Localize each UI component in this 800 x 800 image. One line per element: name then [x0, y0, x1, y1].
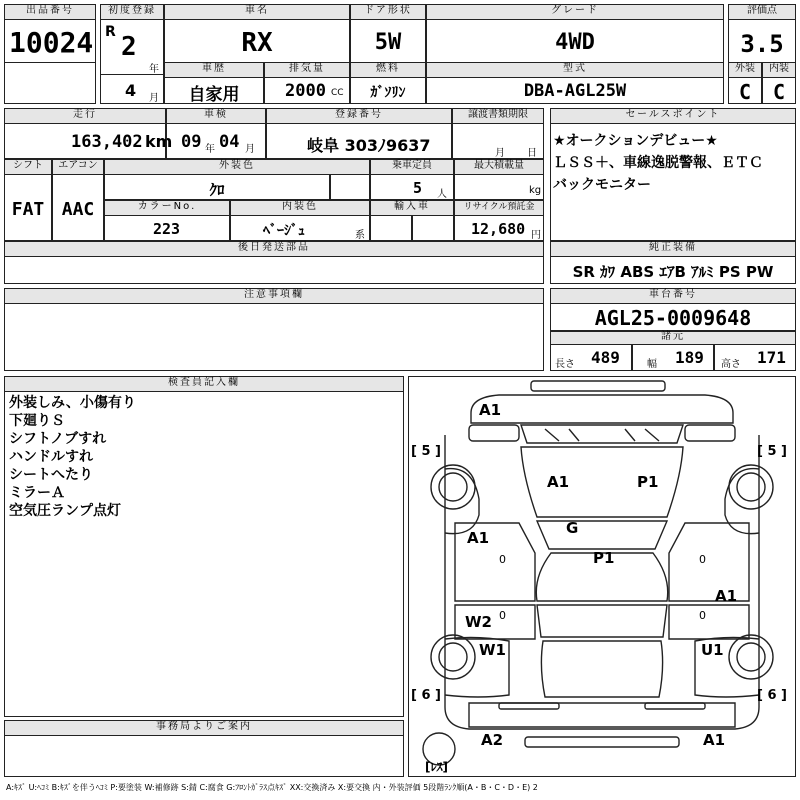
plate-cell: [266, 123, 452, 159]
inspection-cell: [166, 123, 266, 159]
aircon-label: エアコン: [52, 159, 104, 175]
height-value: 171: [757, 348, 786, 367]
first-registration-cell: [100, 19, 164, 75]
exterior-label: 外装: [728, 62, 762, 78]
vehicle-diagram: [408, 376, 796, 777]
mark-rear-fender-left: W1: [479, 641, 506, 659]
month-unit: 月: [149, 93, 159, 104]
height-cell: [714, 344, 796, 371]
fuel-cell: [350, 77, 426, 104]
mileage-unit: km: [145, 132, 173, 151]
mark-hood-left: A1: [547, 473, 570, 491]
registration-month-cell: [100, 74, 164, 104]
car-outline-diagram: [409, 377, 795, 776]
inspector-label: 検査員記入欄: [4, 376, 404, 392]
transfer-deadline-label: 譲渡書類期限: [452, 108, 544, 124]
shift-label: シフト: [4, 159, 52, 175]
door-type-cell: [350, 19, 426, 63]
first-registration-label: 初度登録: [100, 4, 164, 20]
height-label: 高さ: [721, 359, 741, 370]
transfer-deadline-cell: [452, 123, 544, 159]
later-parts-label: 後日発送部品: [4, 241, 544, 257]
mark-rear-bumper-right: A1: [703, 731, 726, 749]
color-no-label: カラーNo.: [104, 200, 230, 216]
transfer-day-unit: 日: [527, 148, 537, 159]
tire-rear-right: [ 6 ]: [757, 688, 787, 703]
grade: 4WD: [555, 30, 595, 55]
plate-number: 岐阜 303ﾉ9637: [307, 136, 431, 155]
chassis-label: 車台番号: [550, 288, 796, 304]
mark-right-mid: 0: [699, 553, 706, 566]
lot-blank-cell: [4, 62, 96, 104]
score-label: 評価点: [728, 4, 796, 20]
sales-point-line: ＬＳＳ＋、車線逸脱警報、ＥＴＣ: [553, 155, 763, 171]
inspection-label: 車検: [166, 108, 266, 124]
capacity-label: 乗車定員: [370, 159, 454, 175]
ext-color-cell: [104, 174, 330, 200]
inspection-year-unit: 年: [205, 144, 215, 155]
history-cell: [164, 77, 264, 104]
chassis-number: AGL25-0009648: [594, 306, 752, 330]
lot-number-cell: [4, 19, 96, 63]
transfer-month-unit: 月: [495, 148, 505, 159]
inspection-month: 04: [219, 132, 240, 152]
dims-label: 諸元: [550, 331, 796, 345]
int-color-label: 内装色: [230, 200, 370, 216]
length-value: 489: [591, 348, 620, 367]
int-color-unit: 系: [355, 230, 365, 241]
mark-left-rear: 0: [499, 609, 506, 622]
ext-color-extra-cell: [330, 174, 370, 200]
mark-left-mid: 0: [499, 553, 506, 566]
plate-label: 登録番号: [266, 108, 452, 124]
era: R: [105, 24, 116, 40]
inspector-note: ハンドルすれ: [9, 449, 93, 465]
office-label: 事務局よりご案内: [4, 720, 404, 736]
interior-grade-cell: [762, 77, 796, 104]
capacity-cell: [370, 174, 454, 200]
ext-color: ｸﾛ: [209, 181, 225, 199]
mark-front-bumper: A1: [479, 401, 502, 419]
import-cell-b: [412, 215, 454, 241]
interior-label: 内装: [762, 62, 796, 78]
history-label: 車歴: [164, 62, 264, 78]
capacity-unit: 人: [437, 189, 447, 200]
grade-label: グレード: [426, 4, 724, 20]
model-cell: [426, 77, 724, 104]
inspector-note: 下廻りＳ: [9, 413, 65, 429]
int-color-cell: [230, 215, 370, 241]
door-type: 5W: [374, 30, 402, 55]
registration-month: 4: [125, 81, 137, 100]
mileage: 163,402: [71, 132, 143, 152]
door-type-label: ドア形状: [350, 4, 426, 20]
displacement-cell: [264, 77, 350, 104]
equipment-label: 純正装備: [550, 241, 796, 257]
mark-hood-right: P1: [637, 473, 659, 491]
inspection-month-unit: 月: [245, 144, 255, 155]
lot-number-label: 出品番号: [4, 4, 96, 20]
length-cell: [550, 344, 632, 371]
fuel-label: 燃料: [350, 62, 426, 78]
inspector-note: シートへたり: [9, 467, 93, 483]
mark-right-rear: 0: [699, 609, 706, 622]
width-value: 189: [675, 348, 704, 367]
office-cell: [4, 735, 404, 777]
lot-number: 10024: [9, 26, 94, 59]
fuel: ｶﾞｿﾘﾝ: [370, 85, 406, 101]
recycle-label: リサイクル預託金: [454, 200, 544, 216]
registration-year: 2: [121, 32, 137, 62]
width-label: 幅: [647, 359, 657, 370]
sales-points-text: [553, 130, 763, 196]
inspector-note: 外装しみ、小傷有り: [9, 395, 136, 411]
car-name-cell: [164, 19, 350, 63]
score-cell: [728, 19, 796, 63]
sales-points-cell: [550, 123, 796, 241]
exterior-grade-cell: [728, 77, 762, 104]
interior-grade: C: [772, 80, 786, 104]
capacity: 5: [413, 179, 423, 197]
shift-cell: [4, 174, 52, 241]
int-color: ﾍﾞｰｼﾞｭ: [263, 223, 305, 239]
inspector-notes: [4, 391, 404, 717]
equipment-items: SR ｶﾜ ABS ｴｱB ｱﾙﾐ PS PW: [572, 263, 774, 281]
year-unit: 年: [149, 64, 159, 75]
mileage-cell: [4, 123, 173, 159]
mark-windshield: G: [566, 519, 579, 537]
ext-color-label: 外装色: [104, 159, 370, 175]
displacement: 2000: [285, 81, 326, 101]
inspector-note: ミラーＡ: [9, 485, 65, 501]
length-label: 長さ: [555, 359, 575, 370]
color-no: 223: [153, 220, 181, 238]
displacement-label: 排気量: [264, 62, 350, 78]
sales-points-label: セールスポイント: [550, 108, 796, 124]
import-label: 輸入車: [370, 200, 454, 216]
max-load-unit: kg: [529, 185, 542, 196]
width-cell: [632, 344, 714, 371]
score: 3.5: [740, 30, 784, 58]
sales-point-line: バックモニター: [553, 177, 651, 193]
mark-rear-fender-right: U1: [701, 641, 724, 659]
model: DBA-AGL25W: [523, 81, 627, 101]
grade-cell: [426, 19, 724, 63]
mark-rear-door-right: A1: [715, 587, 738, 605]
inspector-note: 空気圧ランプ点灯: [9, 503, 121, 519]
history: 自家用: [188, 85, 240, 105]
later-parts-cell: [4, 256, 544, 284]
color-no-cell: [104, 215, 230, 241]
recycle-unit: 円: [531, 230, 541, 241]
chassis-cell: [550, 303, 796, 331]
max-load-label: 最大積載量: [454, 159, 544, 175]
tire-rear-left: [ 6 ]: [411, 688, 441, 703]
mark-rear-bumper-left: A2: [481, 731, 504, 749]
recycle-fee: 12,680: [471, 220, 526, 238]
car-name-label: 車名: [164, 4, 350, 20]
aircon: AAC: [61, 199, 95, 220]
equipment-cell: [550, 256, 796, 284]
tire-front-left: [ 5 ]: [411, 444, 441, 459]
tire-front-right: [ 5 ]: [757, 444, 787, 459]
caution-label: 注意事項欄: [4, 288, 544, 304]
caution-cell: [4, 303, 544, 371]
mark-roof: P1: [593, 549, 615, 567]
inspector-note: シフトノブすれ: [9, 431, 107, 447]
shift: FAT: [11, 199, 45, 220]
recycle-cell: [454, 215, 544, 241]
max-load-cell: [454, 174, 544, 200]
spare-tire: [ﾚｽ]: [425, 760, 448, 774]
inspection-year: 09: [181, 132, 202, 152]
sales-point-line: ★オークションデビュー★: [553, 133, 718, 149]
mileage-label: 走行: [4, 108, 166, 124]
import-cell-a: [370, 215, 412, 241]
mark-rear-door-left: W2: [465, 613, 492, 631]
exterior-grade: C: [738, 80, 752, 104]
model-label: 型式: [426, 62, 724, 78]
displacement-unit: CC: [331, 88, 344, 98]
car-name: RX: [241, 28, 273, 58]
damage-legend: A:ｷｽﾞ U:ﾍｺﾐ B:ｷｽﾞを伴うﾍｺﾐ P:要塗装 W:補修跡 S:錆 C:腐食 G:ﾌﾛﾝﾄｶﾞﾗｽ点ｷｽﾞ XX:交換済み X:要交換 内・外装評価 5段階ﾗﾝｸ順(A・B・C・D・E) 2: [6, 783, 538, 792]
mark-front-door-left: A1: [467, 529, 490, 547]
aircon-cell: [52, 174, 104, 241]
